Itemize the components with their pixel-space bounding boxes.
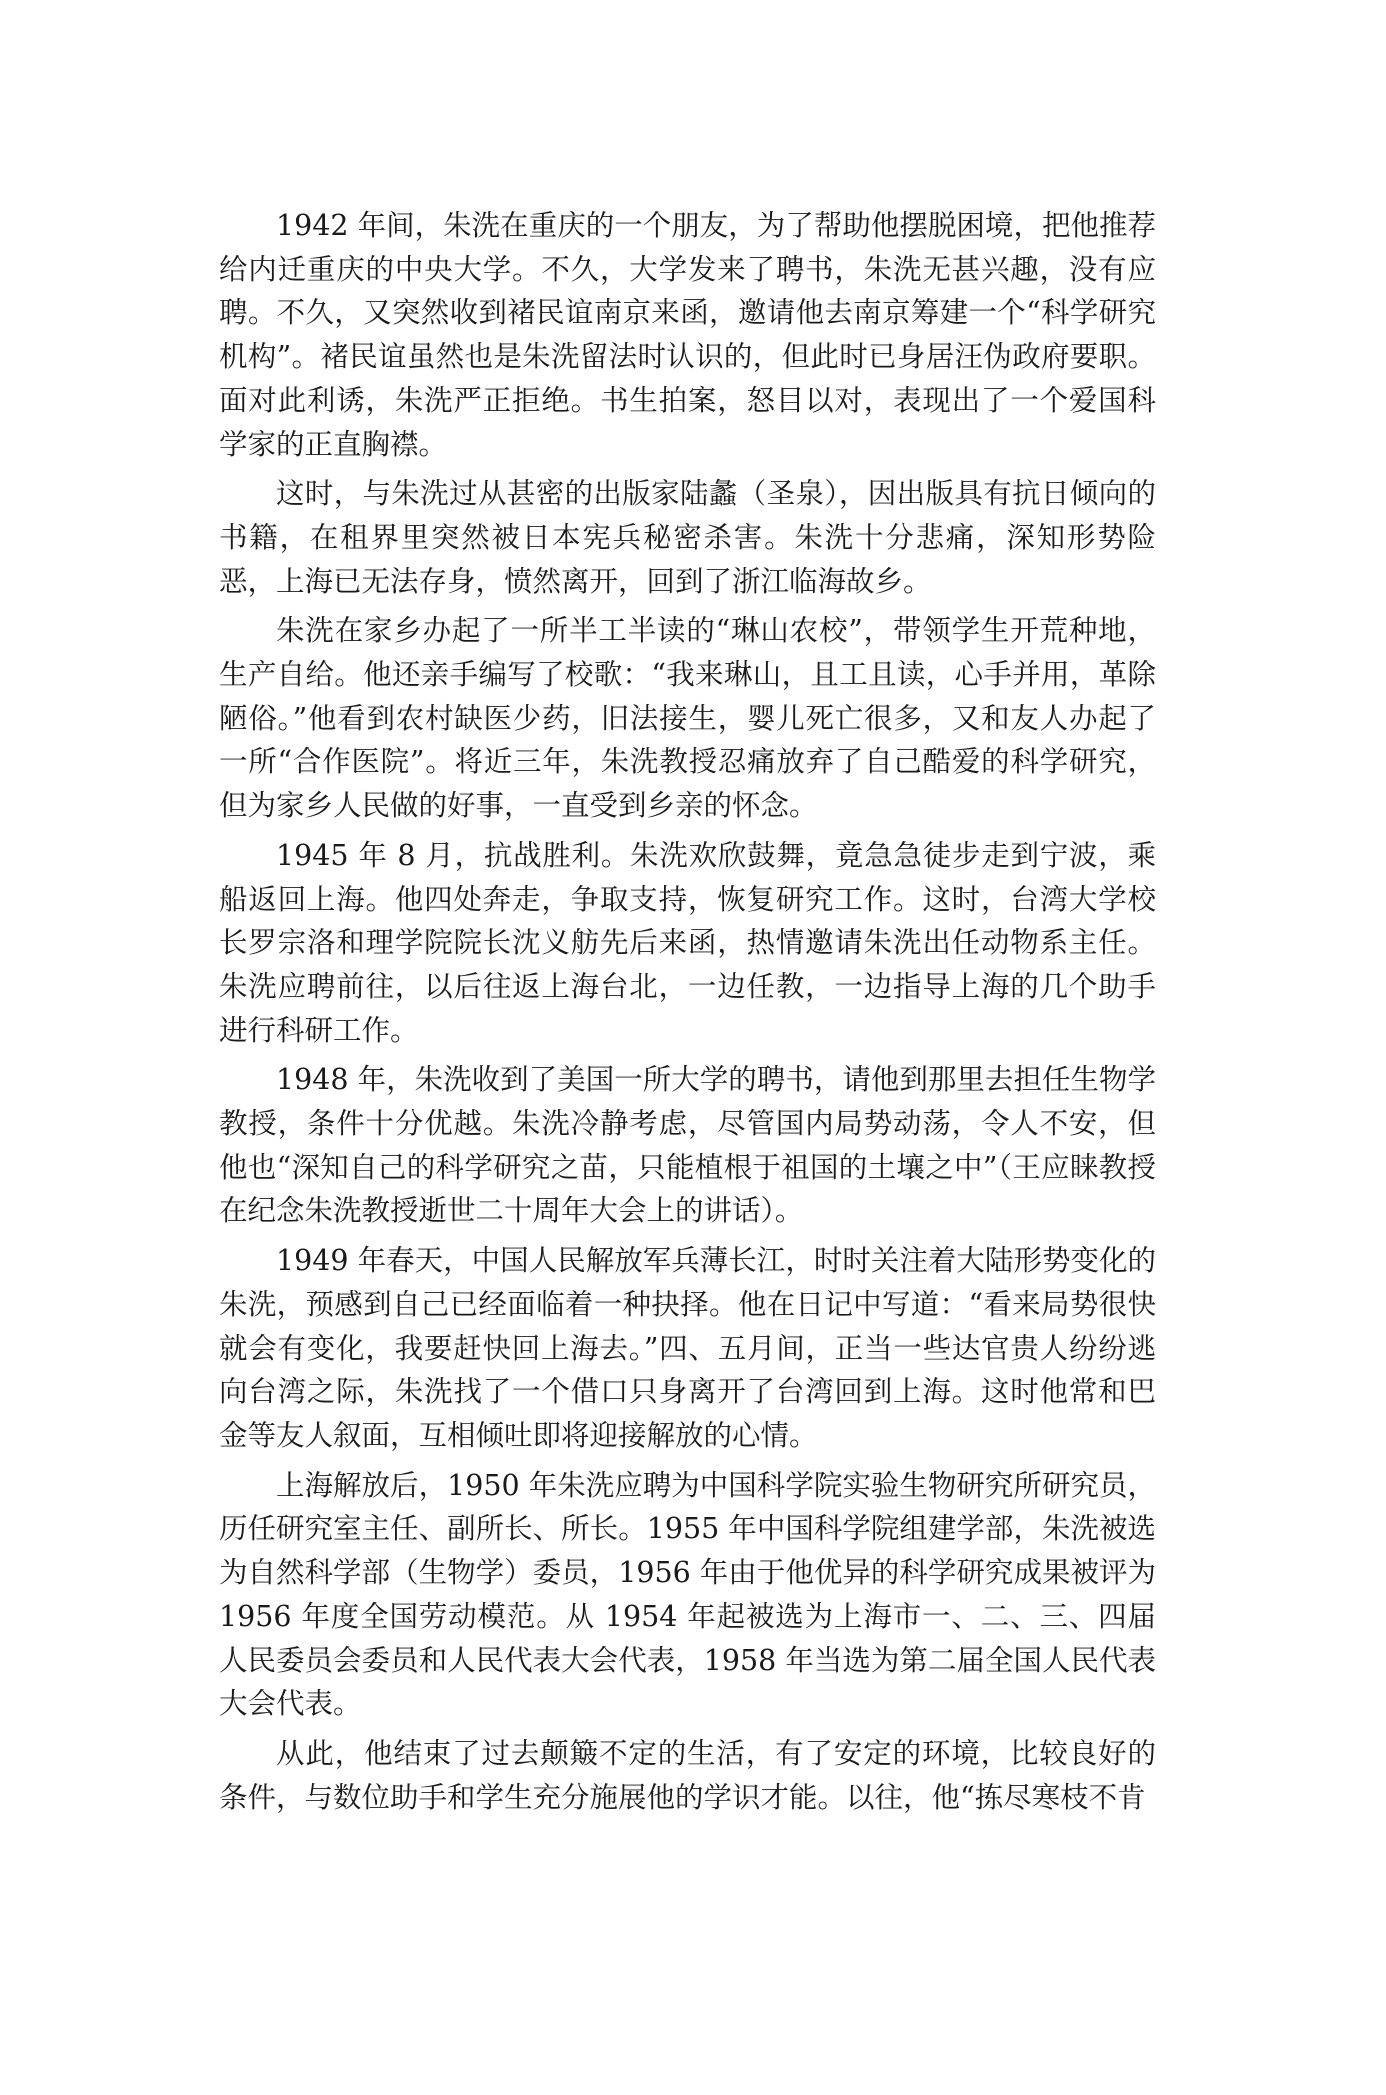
paragraph-4: 1945 年 8 月，抗战胜利。朱洗欢欣鼓舞，竟急急徒步走到宁波，乘船返回上海。他四处奔走，争取支持，恢复研究工作。这时，台湾大学校长罗宗洛和理学院院长沈义舫先后来函，热情邀请朱洗出任动物系主任。朱洗应聘前往，以后往返上海台北，一边任教，一边指导上海的几个助手进行科研工作。: [219, 838, 1156, 1047]
body-text: [219, 204, 1156, 1825]
paragraph-6: 1949 年春天，中国人民解放军兵薄长江，时时关注着大陆形势变化的朱洗，预感到自己已经面临着一种抉择。他在日记中写道：“看来局势很快就会有变化，我要赶快回上海去。”四、五月间，正当一些达官贵人纷纷逃向台湾之际，朱洗找了一个借口只身离开了台湾回到上海。这时他常和巴金等友人叙面，互相倾吐即将迎接解放的心情。: [219, 1244, 1156, 1452]
paragraph-5: 1948 年，朱洗收到了美国一所大学的聘书，请他到那里去担任生物学教授，条件十分优越。朱洗冷静考虑，尽管国内局势动荡，令人不安，但他也“深知自己的科学研究之苗，只能植根于祖国的土壤之中”（王应睐教授在纪念朱洗教授逝世二十周年大会上的讲话）。: [219, 1063, 1156, 1228]
paragraph-2: 这时，与朱洗过从甚密的出版家陆蠡（圣泉），因出版具有抗日倾向的书籍，在租界里突然被日本宪兵秘密杀害。朱洗十分悲痛，深知形势险恶，上海已无法存身，愤然离开，回到了浙江临海故乡。: [219, 477, 1156, 598]
paragraph-3: 朱洗在家乡办起了一所半工半读的“琳山农校”，带领学生开荒种地，生产自给。他还亲手编写了校歌：“我来琳山，且工且读，心手并用，革除陋俗。”他看到农村缺医少药，旧法接生，婴儿死亡很多，又和友人办起了一所“合作医院”。将近三年，朱洗教授忍痛放弃了自己酷爱的科学研究，但为家乡人民做的好事，一直受到乡亲的怀念。: [219, 614, 1156, 823]
paragraph-7: 上海解放后，1950 年朱洗应聘为中国科学院实验生物研究所研究员，历任研究室主任、副所长、所长。1955 年中国科学院组建学部，朱洗被选为自然科学部（生物学）委员，1956 年由于他优异的科学研究成果被评为 1956 年度全国劳动模范。从 1954 年起被选为上海市一、二、三、四届人民委员会委员和人民代表大会代表，1958 年当选为第二届全国人民代表大会代表。: [219, 1468, 1156, 1721]
paragraph-1: 1942 年间，朱洗在重庆的一个朋友，为了帮助他摆脱困境，把他推荐给内迁重庆的中央大学。不久，大学发来了聘书，朱洗无甚兴趣，没有应聘。不久，又突然收到褚民谊南京来函，邀请他去南京筹建一个“科学研究机构”。褚民谊虽然也是朱洗留法时认识的，但此时已身居汪伪政府要职。面对此利诱，朱洗严正拒绝。书生拍案，怒目以对，表现出了一个爱国科学家的正直胸襟。: [219, 209, 1156, 461]
paragraph-8: 从此，他结束了过去颠簸不定的生活，有了安定的环境，比较良好的条件，与数位助手和学生充分施展他的学识才能。以往，他“拣尽寒枝不肯: [219, 1736, 1156, 1814]
